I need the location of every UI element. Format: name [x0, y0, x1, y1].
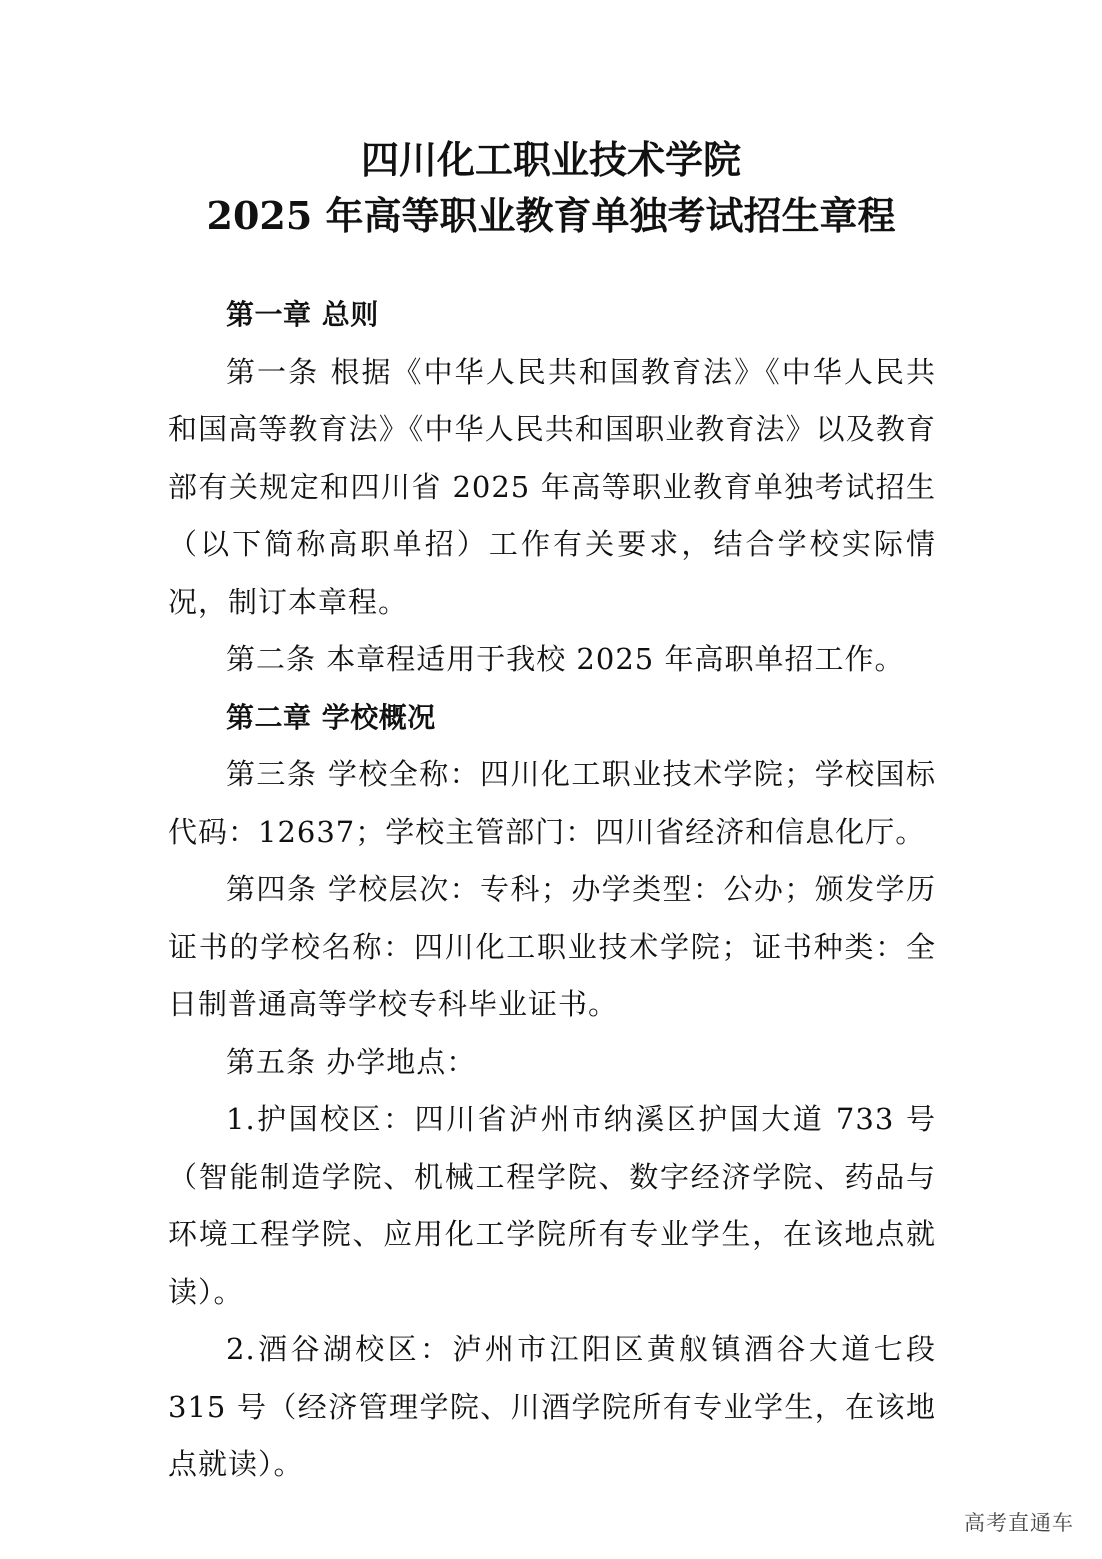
article-2-paragraph: 第二条 本章程适用于我校 2025 年高职单招工作。 [226, 642, 905, 676]
article-1-paragraph: 第一条 根据《中华人民共和国教育法》《中华人民共和国高等教育法》《中华人民共和国职业教育法》以及教育部有关规定和四川省 2025 年高等职业教育单独考试招生（以下简称高职单招）工作有关要求，结合学校实际情况，制订本章程。 [168, 354, 936, 619]
article-3-paragraph: 第三条 学校全称：四川化工职业技术学院；学校国标代码：12637；学校主管部门：四川省经济和信息化厅。 [168, 757, 936, 849]
article-4-paragraph: 第四条 学校层次：专科；办学类型：公办；颁发学历证书的学校名称：四川化工职业技术学院；证书种类：全日制普通高等学校专科毕业证书。 [168, 872, 936, 1021]
watermark: 高考直通车 [964, 1511, 1074, 1535]
article-5-paragraph: 第五条 办学地点： [226, 1044, 477, 1079]
chapter-heading-general: 第一章 总则 [226, 298, 379, 331]
document-title [0, 132, 1102, 244]
document-title-line-2: 2025 年高等职业教育单独考试招生章程 [206, 193, 896, 238]
document-title-line-1: 四川化工职业技术学院 [360, 137, 741, 182]
chapter-heading-school-overview: 第二章 学校概况 [226, 700, 436, 734]
campus-huguo-paragraph: 1.护国校区：四川省泸州市纳溪区护国大道 733 号（智能制造学院、机械工程学院、数字经济学院、药品与环境工程学院、应用化工学院所有专业学生，在该地点就读）。 [168, 1102, 936, 1309]
document-body [168, 286, 936, 1494]
campus-jiuguhu-paragraph: 2.酒谷湖校区：泸州市江阳区黄舣镇酒谷大道七段 315 号（经济管理学院、川酒学院所有专业学生，在该地点就读）。 [168, 1332, 936, 1481]
